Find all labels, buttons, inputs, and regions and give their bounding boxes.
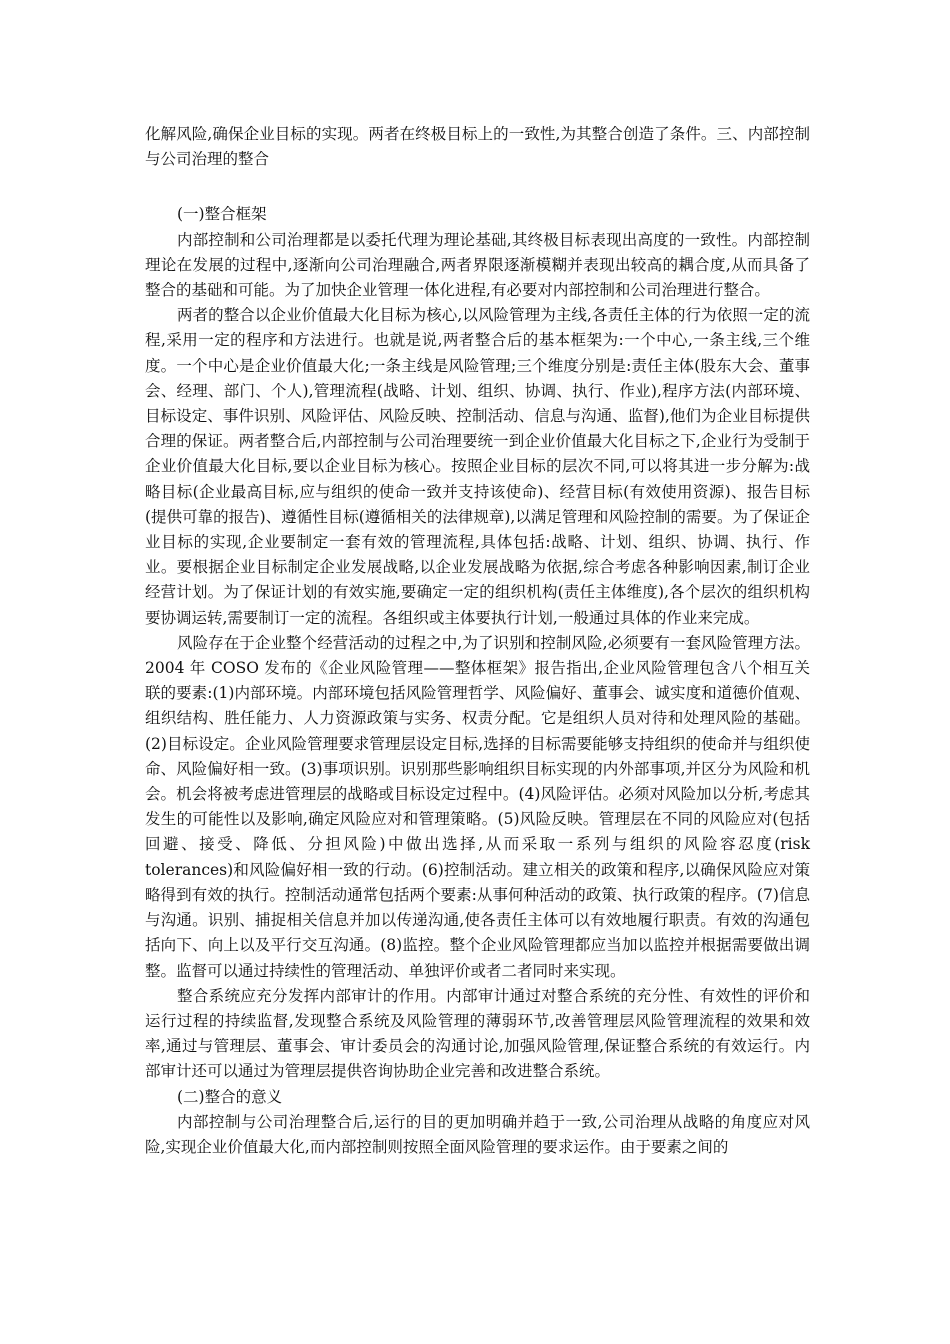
paragraph-gap	[145, 172, 810, 202]
paragraph-risk-management: 风险存在于企业整个经营活动的过程之中,为了识别和控制风险,必须要有一套风险管理方法。2004 年 COSO 发布的《企业风险管理——整体框架》报告指出,企业风险管理包含八个相互关联的要素:(1)内部环境。内部环境包括风险管理哲学、风险偏好、董事会、诚实度和道德价值观、组织结构、胜任能力、人力资源政策与实务、权责分配。它是组织人员对待和处理风险的基础。(2)目标设定。企业风险管理要求管理层设定目标,选择的目标需要能够支持组织的使命并与组织使命、风险偏好相一致。(3)事项识别。识别那些影响组织目标实现的内外部事项,并区分为风险和机会。机会将被考虑进管理层的战略或目标设定过程中。(4)风险评估。必须对风险加以分析,考虑其发生的可能性以及影响,确定风险应对和管理策略。(5)风险反映。管理层在不同的风险应对(包括回避、接受、降低、分担风险)中做出选择,从而采取一系列与组织的风险容忍度(risk tolerances)和风险偏好相一致的行动。(6)控制活动。建立相关的政策和程序,以确保风险应对策略得到有效的执行。控制活动通常包括两个要素:从事何种活动的政策、执行政策的程序。(7)信息与沟通。识别、捕捉相关信息并加以传递沟通,使各责任主体可以有效地履行职责。有效的沟通包括向下、向上以及平行交互沟通。(8)监控。整个企业风险管理都应当加以监控并根据需要做出调整。监督可以通过持续性的管理活动、单独评价或者二者同时来实现。	[145, 633, 810, 980]
section-heading-framework: (一)整合框架	[177, 205, 267, 224]
paragraph-internal-audit: 整合系统应充分发挥内部审计的作用。内部审计通过对整合系统的充分性、有效性的评价和运行过程的持续监督,发现整合系统及风险管理的薄弱环节,改善管理层风险管理流程的效果和效率,通过与管理层、董事会、审计委员会的沟通讨论,加强风险管理,保证整合系统的有效运行。内部审计还可以通过为管理层提供咨询协助企业完善和改进整合系统。	[145, 986, 810, 1081]
document-body	[145, 122, 810, 1160]
paragraph-significance: 内部控制与公司治理整合后,运行的目的更加明确并趋于一致,公司治理从战略的角度应对风险,实现企业价值最大化,而内部控制则按照全面风险管理的要求运作。由于要素之间的	[145, 1112, 810, 1156]
paragraph-framework-structure: 两者的整合以企业价值最大化目标为核心,以风险管理为主线,各责任主体的行为依照一定的流程,采用一定的程序和方法进行。也就是说,两者整合后的基本框架为:一个中心,一条主线,三个维度。一个中心是企业价值最大化;一条主线是风险管理;三个维度分别是:责任主体(股东大会、董事会、经理、部门、个人),管理流程(战略、计划、组织、协调、执行、作业),程序方法(内部环境、目标设定、事件识别、风险评估、风险反映、控制活动、信息与沟通、监督),他们为企业目标提供合理的保证。两者整合后,内部控制与公司治理要统一到企业价值最大化目标之下,企业行为受制于企业价值最大化目标,要以企业目标为核心。按照企业目标的层次不同,可以将其进一步分解为:战略目标(企业最高目标,应与组织的使命一致并支持该使命)、经营目标(有效使用资源)、报告目标(提供可靠的报告)、遵循性目标(遵循相关的法律规章),以满足管理和风险控制的需要。为了保证企业目标的实现,企业要制定一套有效的管理流程,具体包括:战略、计划、组织、协调、执行、作业。要根据企业目标制定企业发展战略,以企业发展战略为依据,综合考虑各种影响因素,制订企业经营计划。为了保证计划的有效实施,要确定一定的组织机构(责任主体维度),各个层次的组织机构要协调运转,需要制订一定的流程。各组织或主体要执行计划,一般通过具体的作业来完成。	[145, 306, 810, 627]
section-heading-significance: (二)整合的意义	[177, 1087, 283, 1106]
paragraph-intro: 化解风险,确保企业目标的实现。两者在终极目标上的一致性,为其整合创造了条件。三、内部控制与公司治理的整合	[145, 125, 810, 169]
paragraph-framework-basis: 内部控制和公司治理都是以委托代理为理论基础,其终极目标表现出高度的一致性。内部控制理论在发展的过程中,逐渐向公司治理融合,两者界限逐渐模糊并表现出较高的耦合度,从而具备了整合的基础和可能。为了加快企业管理一体化进程,有必要对内部控制和公司治理进行整合。	[145, 230, 810, 300]
